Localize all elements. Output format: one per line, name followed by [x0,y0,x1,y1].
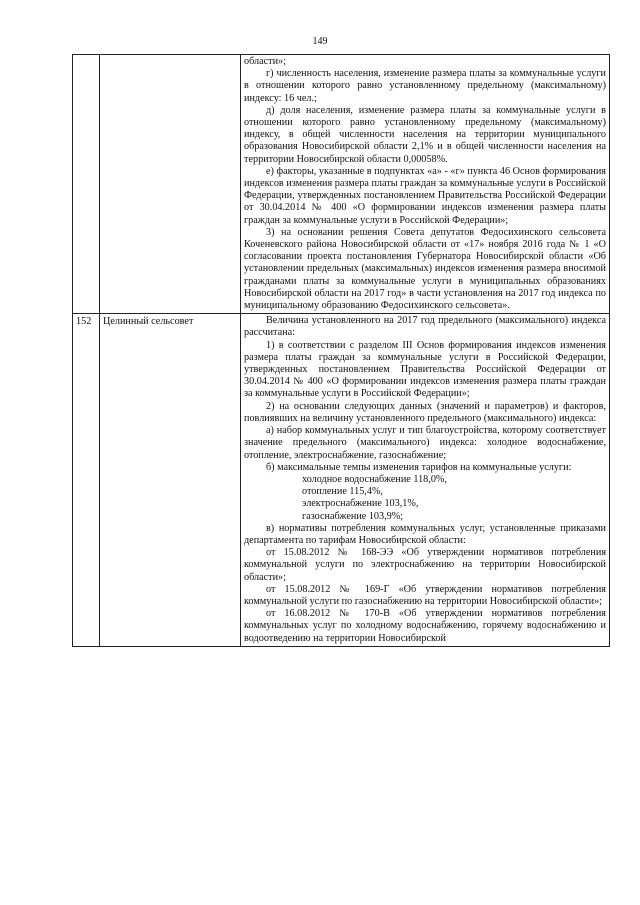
table-row [73,55,610,314]
tariff-list-item: электроснабжение 103,1%, [302,498,419,510]
paragraph: Величина установленного на 2017 год предельного (максимального) индекса рассчитана: [244,315,606,339]
row-number [73,55,99,59]
description-cell [241,55,610,314]
municipality-name: Целинный сельсовет [103,316,194,328]
paragraph: области»; [244,56,286,67]
paragraph: б) максимальные темпы изменения тарифов на коммунальные услуги: [266,461,572,473]
table-row [73,314,610,646]
row-number-cell [73,55,100,314]
document-table [72,54,610,647]
paragraph: 2) на основании следующих данных (значений и параметров) и факторов, повлиявших на величину установленного предельного (максимального) индекса: [244,400,606,424]
paragraph: от 15.08.2012 № 168-ЭЭ «Об утверждении нормативов потребления коммунальной услуги по электроснабжению на территории Новосибирской области»; [244,547,606,583]
paragraph: 1) в соответствии с разделом III Основ формирования индексов изменения размера платы граждан за коммунальные услуги в Российской Федерации, утвержденных постановлением Правительства Российской Федерации от 30.04.2014 № 400 «О формировании индексов изменения размера платы граждан за коммунальные услуги в Российской Федерации»; [244,339,606,400]
row-number: 152 [76,316,92,328]
municipality-name-cell [100,55,241,314]
paragraph: е) факторы, указанные в подпунктах «а» - «г» пункта 46 Основ формирования индексов изменения размера платы граждан за коммунальные услуги в Российской Федерации, утвержденных постановлением Правительства Российской Федерации от 30.04.2014 № 400 «О формировании индексов изменения размера платы граждан за коммунальные услуги в Российской Федерации»; [244,165,606,226]
paragraph: от 15.08.2012 № 169-Г «Об утверждении нормативов потребления коммунальной услуги по газоснабжению на территории Новосибирской области»; [244,583,606,607]
tariff-list-item: отопление 115,4%, [302,486,383,498]
paragraph: от 16.08.2012 № 170-В «Об утверждении нормативов потребления коммунальных услуг по холодному водоснабжению, горячему водоснабжению и водоотведению на территории Новосибирской [244,608,606,644]
tariff-list-item: холодное водоснабжение 118,0%, [302,473,447,485]
paragraph: в) нормативы потребления коммунальных услуг, установленные приказами департамента по тарифам Новосибирской области: [244,522,606,546]
description-cell [241,314,610,646]
page-number: 149 [312,36,328,47]
paragraph: 3) на основании решения Совета депутатов Федосихинского сельсовета Коченевского района Новосибирской области от «17» ноября 2016 года № 1 «О согласовании проекта постановления Губернатора Новосибирской области «Об установлении предельных (максимальных) индексов изменения размера вносимой гражданами платы за коммунальные услуги в муниципальных образованиях Новосибирской области на 2017 год» в части установления на 2017 год индекса по муниципальному образованию Федосихинского сельсовета». [244,226,606,312]
paragraph: д) доля населения, изменение размера платы за коммунальные услуги в отношении которого равно установленному предельному (максимальному) индексу, в общей численности населения на территории муниципального образования Новосибирской области 2,1% и в общей численности населения на территории Новосибирской области 0,00058%. [244,104,606,165]
municipality-name-cell [100,314,241,646]
paragraph: а) набор коммунальных услуг и тип благоустройства, которому соответствует значение предельного (максимального) индекса: холодное водоснабжение, отопление, электроснабжение, газоснабжение; [244,425,606,461]
row-number-cell [73,314,100,646]
paragraph: г) численность населения, изменение размера платы за коммунальные услуги в отношении которого равно установленному предельному (максимальному) индексу: 16 чел.; [244,68,606,104]
municipality-name [100,55,240,59]
tariff-list-item: газоснабжение 103,9%; [302,510,404,522]
